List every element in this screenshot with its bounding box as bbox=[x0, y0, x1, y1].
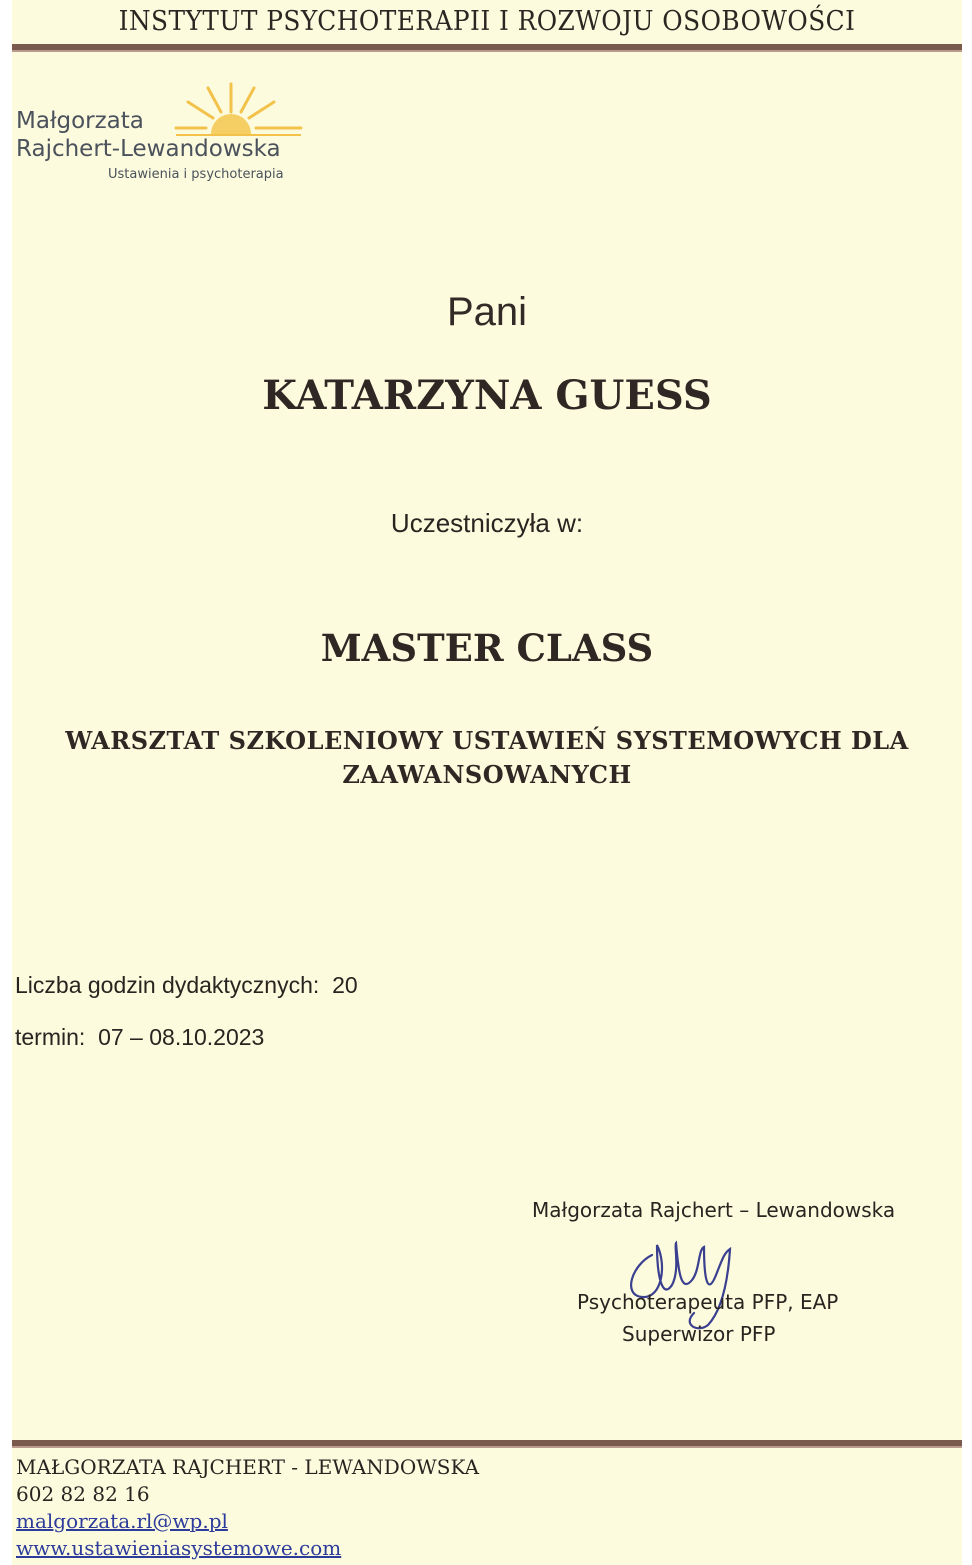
hours-info bbox=[15, 972, 358, 999]
term-label: termin: bbox=[15, 1024, 86, 1050]
hours-value: 20 bbox=[332, 972, 358, 998]
header-divider bbox=[12, 44, 962, 52]
footer-phone: 602 82 82 16 bbox=[16, 1482, 150, 1506]
footer-website-link[interactable]: www.ustawieniasystemowe.com bbox=[16, 1536, 342, 1560]
recipient-name: KATARZYNA GUESS bbox=[262, 372, 712, 419]
signatory-role-1: Psychoterapeuta PFP, EAP bbox=[577, 1290, 839, 1314]
logo-tagline: Ustawienia i psychoterapia bbox=[108, 167, 284, 182]
sun-icon bbox=[156, 80, 306, 140]
logo bbox=[16, 80, 316, 190]
handwritten-signature bbox=[612, 1225, 762, 1330]
term-info bbox=[15, 1024, 264, 1051]
course-subtitle-line1: WARSZTAT SZKOLENIOWY USTAWIEŃ SYSTEMOWYCH DLA bbox=[65, 726, 909, 755]
signatory-role-2: Superwizor PFP bbox=[622, 1322, 776, 1346]
course-subtitle bbox=[12, 724, 962, 792]
signatory-name: Małgorzata Rajchert – Lewandowska bbox=[532, 1198, 896, 1222]
logo-name-line1: Małgorzata bbox=[16, 108, 144, 134]
logo-name-line2: Rajchert-Lewandowska bbox=[16, 136, 281, 162]
footer-email-link[interactable]: malgorzata.rl@wp.pl bbox=[16, 1509, 228, 1533]
hours-label: Liczba godzin dydaktycznych: bbox=[15, 972, 320, 998]
course-subtitle-line2: ZAAWANSOWANYCH bbox=[342, 760, 632, 789]
footer-contact bbox=[16, 1454, 479, 1562]
footer-name: MAŁGORZATA RAJCHERT - LEWANDOWSKA bbox=[16, 1455, 480, 1479]
certificate-page bbox=[12, 0, 962, 1565]
footer-divider bbox=[12, 1440, 962, 1448]
salutation: Pani bbox=[446, 290, 528, 334]
term-value: 07 – 08.10.2023 bbox=[98, 1024, 265, 1050]
participation-label: Uczestniczyła w: bbox=[390, 508, 584, 538]
institute-title: INSTYTUT PSYCHOTERAPII I ROZWOJU OSOBOWOŚCI bbox=[118, 6, 856, 37]
course-title: MASTER CLASS bbox=[320, 626, 654, 670]
